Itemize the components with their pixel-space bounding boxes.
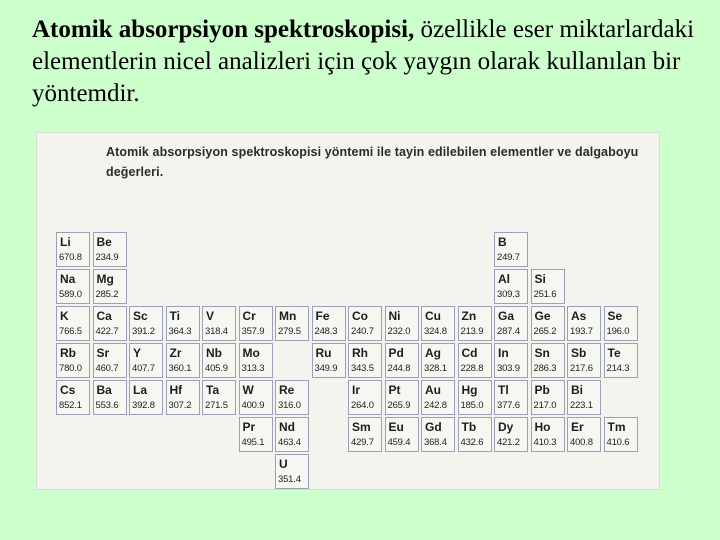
element-wavelength: 234.9	[95, 252, 119, 263]
element-wavelength: 271.5	[205, 400, 228, 411]
element-cell-gd	[421, 417, 455, 452]
element-cell-ba	[93, 380, 127, 415]
element-symbol: Ru	[315, 346, 332, 360]
element-symbol: Li	[60, 235, 71, 249]
intro-paragraph	[32, 14, 702, 110]
element-cell-be	[93, 232, 127, 267]
element-wavelength: 405.9	[205, 363, 228, 374]
element-symbol: Se	[607, 309, 623, 323]
element-wavelength: 214.3	[606, 363, 630, 374]
element-symbol: Nd	[279, 420, 295, 434]
element-symbol: Pr	[242, 420, 256, 434]
element-symbol: B	[498, 235, 507, 249]
element-wavelength: 264.0	[351, 400, 374, 411]
element-symbol: Ga	[498, 309, 515, 323]
element-symbol: Hf	[169, 383, 183, 397]
element-cell-ti	[166, 306, 200, 341]
element-symbol: Ta	[206, 383, 220, 397]
element-symbol: Bi	[571, 383, 583, 397]
element-wavelength: 232.0	[387, 326, 411, 337]
element-symbol: Y	[133, 346, 142, 360]
element-wavelength: 410.6	[606, 437, 630, 448]
element-symbol: Cu	[425, 309, 441, 323]
element-wavelength: 265.9	[387, 400, 411, 411]
element-cell-re	[275, 380, 309, 415]
element-symbol: Er	[571, 420, 584, 434]
element-wavelength: 316.0	[278, 400, 301, 411]
element-wavelength: 285.2	[95, 289, 119, 300]
element-wavelength: 223.1	[570, 400, 593, 411]
element-wavelength: 328.1	[424, 363, 447, 374]
element-symbol: Ge	[534, 309, 551, 323]
element-cell-pt	[385, 380, 419, 415]
element-cell-hf	[166, 380, 200, 415]
figure-caption: Atomik absorpsiyon spektroskopisi yöntemi ile tayin edilebilen elementler ve dalgaboyu değerleri.	[106, 145, 639, 179]
element-symbol: Mn	[279, 309, 297, 323]
element-symbol: Dy	[498, 420, 514, 434]
element-cell-sr	[93, 343, 127, 378]
element-wavelength: 432.6	[460, 437, 484, 448]
element-symbol: Sc	[133, 309, 148, 323]
element-wavelength: 553.6	[95, 400, 119, 411]
element-cell-eu	[385, 417, 419, 452]
element-symbol: Rb	[60, 346, 76, 360]
element-cell-ta	[202, 380, 236, 415]
element-symbol: Be	[96, 235, 112, 249]
element-cell-ho	[531, 417, 565, 452]
element-symbol: Ba	[96, 383, 112, 397]
element-symbol: Pb	[534, 383, 550, 397]
element-wavelength: 364.3	[168, 326, 192, 337]
element-cell-mg	[93, 269, 127, 304]
element-cell-cs	[56, 380, 90, 415]
element-wavelength: 407.7	[132, 363, 155, 374]
element-cell-sc	[129, 306, 163, 341]
element-symbol: Cs	[60, 383, 76, 397]
scanned-figure	[36, 132, 660, 490]
element-cell-sm	[348, 417, 382, 452]
element-wavelength: 422.7	[95, 326, 119, 337]
element-wavelength: 248.3	[314, 326, 338, 337]
element-cell-la	[129, 380, 163, 415]
element-wavelength: 185.0	[460, 400, 484, 411]
element-wavelength: 196.0	[606, 326, 630, 337]
element-wavelength: 217.0	[533, 400, 557, 411]
element-symbol: Ni	[388, 309, 401, 323]
element-cell-pd	[385, 343, 419, 378]
element-wavelength: 193.7	[570, 326, 593, 337]
element-wavelength: 313.3	[241, 363, 265, 374]
element-wavelength: 410.3	[533, 437, 557, 448]
element-symbol: Tb	[461, 420, 477, 434]
element-wavelength: 368.4	[424, 437, 447, 448]
element-cell-co	[348, 306, 382, 341]
element-cell-mo	[239, 343, 273, 378]
element-symbol: Fe	[315, 309, 330, 323]
element-cell-k	[56, 306, 90, 341]
element-cell-cu	[421, 306, 455, 341]
element-wavelength: 429.7	[351, 437, 374, 448]
element-cell-v	[202, 306, 236, 341]
element-symbol: Zr	[169, 346, 182, 360]
element-wavelength: 392.8	[132, 400, 155, 411]
element-cell-tb	[458, 417, 492, 452]
element-cell-te	[604, 343, 638, 378]
element-symbol: Te	[607, 346, 621, 360]
element-wavelength: 670.8	[59, 252, 82, 263]
element-cell-w	[239, 380, 273, 415]
element-cell-sb	[567, 343, 601, 378]
element-symbol: Mo	[242, 346, 260, 360]
element-wavelength: 249.7	[497, 252, 520, 263]
element-wavelength: 244.8	[387, 363, 411, 374]
element-cell-in	[494, 343, 528, 378]
element-wavelength: 242.8	[424, 400, 447, 411]
element-cell-ge	[531, 306, 565, 341]
element-wavelength: 780.0	[59, 363, 82, 374]
element-cell-si	[531, 269, 565, 304]
element-cell-ir	[348, 380, 382, 415]
element-wavelength: 349.9	[314, 363, 338, 374]
element-symbol: Gd	[425, 420, 442, 434]
element-symbol: Mg	[96, 272, 114, 286]
element-symbol: Ir	[352, 383, 361, 397]
element-cell-au	[421, 380, 455, 415]
element-cell-sn	[531, 343, 565, 378]
element-cell-na	[56, 269, 90, 304]
element-cell-zn	[458, 306, 492, 341]
element-wavelength: 495.1	[241, 437, 265, 448]
element-wavelength: 463.4	[278, 437, 301, 448]
element-wavelength: 421.2	[497, 437, 520, 448]
element-symbol: Cr	[242, 309, 256, 323]
element-symbol: Hg	[461, 383, 478, 397]
element-wavelength: 377.6	[497, 400, 520, 411]
element-symbol: Ti	[169, 309, 180, 323]
element-cell-b	[494, 232, 528, 267]
element-symbol: Sr	[96, 346, 110, 360]
element-wavelength: 324.8	[424, 326, 447, 337]
element-cell-cd	[458, 343, 492, 378]
intro-text: özellikle eser miktarlardaki elementlerin nicel analizleri için çok yaygın olarak kullanılan bir yöntemdir.	[32, 16, 695, 107]
element-wavelength: 309.3	[497, 289, 520, 300]
element-symbol: Nb	[206, 346, 222, 360]
intro-bold-term: Atomik absorpsiyon spektroskopisi,	[32, 16, 415, 43]
element-wavelength: 240.7	[351, 326, 374, 337]
element-cell-se	[604, 306, 638, 341]
element-cell-hg	[458, 380, 492, 415]
element-symbol: Tl	[498, 383, 509, 397]
element-wavelength: 351.4	[278, 474, 301, 485]
element-cell-al	[494, 269, 528, 304]
element-symbol: Tm	[607, 420, 626, 434]
element-symbol: U	[279, 457, 288, 471]
element-symbol: Zn	[461, 309, 477, 323]
element-wavelength: 286.3	[533, 363, 557, 374]
element-symbol: La	[133, 383, 148, 397]
element-wavelength: 589.0	[59, 289, 82, 300]
element-symbol: Si	[534, 272, 546, 286]
element-cell-rh	[348, 343, 382, 378]
element-cell-y	[129, 343, 163, 378]
element-wavelength: 228.8	[460, 363, 484, 374]
element-cell-ag	[421, 343, 455, 378]
element-cell-nb	[202, 343, 236, 378]
element-symbol: Ca	[96, 309, 112, 323]
element-cell-er	[567, 417, 601, 452]
element-cell-as	[567, 306, 601, 341]
element-cell-dy	[494, 417, 528, 452]
element-cell-rb	[56, 343, 90, 378]
element-symbol: Pd	[388, 346, 404, 360]
element-wavelength: 391.2	[132, 326, 155, 337]
element-cell-tm	[604, 417, 638, 452]
element-wavelength: 343.5	[351, 363, 374, 374]
element-symbol: V	[206, 309, 215, 323]
element-wavelength: 279.5	[278, 326, 301, 337]
element-symbol: Sb	[571, 346, 587, 360]
element-wavelength: 303.9	[497, 363, 520, 374]
element-cell-li	[56, 232, 90, 267]
element-symbol: K	[60, 309, 69, 323]
element-cell-ca	[93, 306, 127, 341]
element-symbol: Au	[425, 383, 441, 397]
element-wavelength: 213.9	[460, 326, 484, 337]
element-cell-ni	[385, 306, 419, 341]
element-cell-bi	[567, 380, 601, 415]
element-cell-nd	[275, 417, 309, 452]
element-symbol: Ag	[425, 346, 441, 360]
element-symbol: Eu	[388, 420, 404, 434]
element-wavelength: 251.6	[533, 289, 557, 300]
element-symbol: Sn	[534, 346, 550, 360]
element-cell-pb	[531, 380, 565, 415]
element-cell-tl	[494, 380, 528, 415]
element-symbol: Sm	[352, 420, 371, 434]
element-symbol: Pt	[388, 383, 401, 397]
element-wavelength: 766.5	[59, 326, 82, 337]
element-symbol: Na	[60, 272, 76, 286]
element-wavelength: 852.1	[59, 400, 82, 411]
element-cell-u	[275, 454, 309, 489]
element-symbol: As	[571, 309, 587, 323]
element-wavelength: 357.9	[241, 326, 265, 337]
element-wavelength: 400.9	[241, 400, 265, 411]
element-wavelength: 460.7	[95, 363, 119, 374]
element-wavelength: 400.8	[570, 437, 593, 448]
element-symbol: Al	[498, 272, 510, 286]
element-symbol: W	[242, 383, 254, 397]
element-cell-mn	[275, 306, 309, 341]
element-wavelength: 265.2	[533, 326, 557, 337]
element-wavelength: 360.1	[168, 363, 192, 374]
element-symbol: Cd	[461, 346, 478, 360]
element-wavelength: 217.6	[570, 363, 593, 374]
element-wavelength: 307.2	[168, 400, 192, 411]
element-cell-cr	[239, 306, 273, 341]
element-cell-fe	[312, 306, 346, 341]
element-cell-pr	[239, 417, 273, 452]
element-symbol: Rh	[352, 346, 368, 360]
element-symbol: Ho	[534, 420, 551, 434]
element-wavelength: 459.4	[387, 437, 411, 448]
element-symbol: In	[498, 346, 509, 360]
element-wavelength: 287.4	[497, 326, 520, 337]
element-symbol: Co	[352, 309, 368, 323]
element-wavelength: 318.4	[205, 326, 228, 337]
element-cell-ru	[312, 343, 346, 378]
element-cell-ga	[494, 306, 528, 341]
element-cell-zr	[166, 343, 200, 378]
element-symbol: Re	[279, 383, 295, 397]
